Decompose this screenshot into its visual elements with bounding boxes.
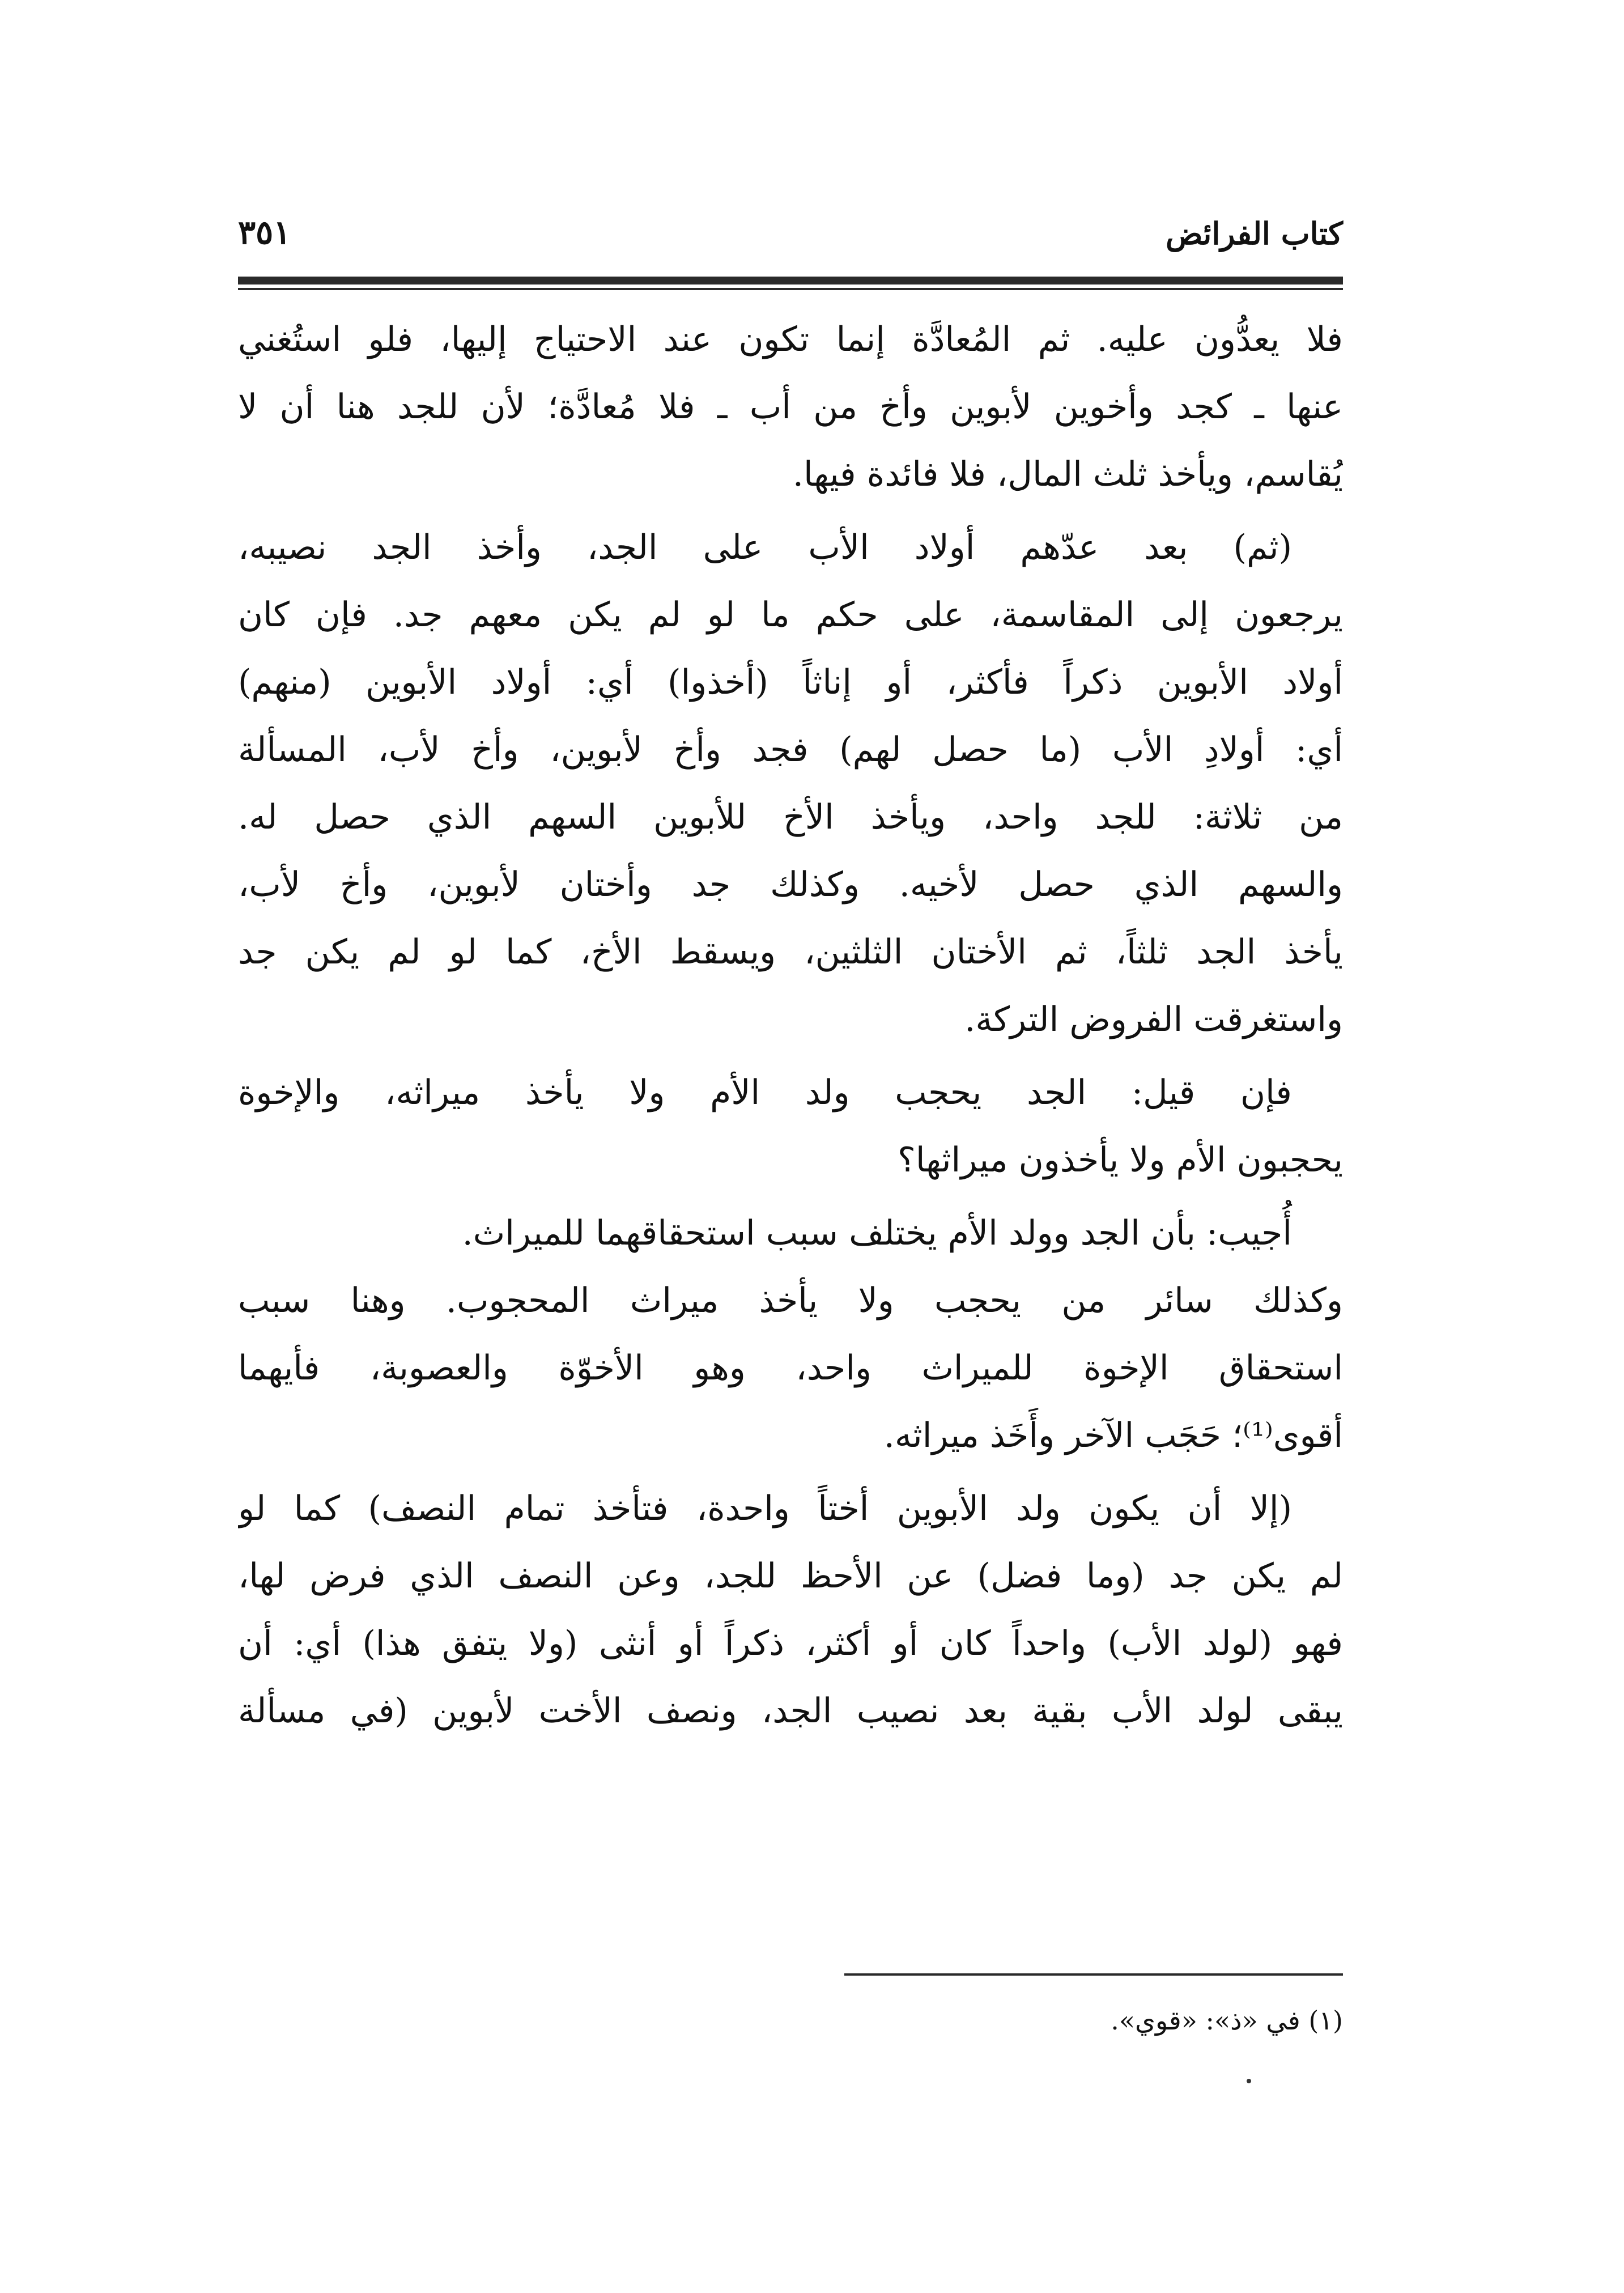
paragraph-2 (238, 514, 1343, 1054)
text-line: (إلا أن يكون ولد الأبوين أختاً واحدة، فتأخذ تمام النصف) كما لو (238, 1489, 1292, 1528)
print-speck (1247, 2079, 1251, 2083)
text-line: يأخذ الجد ثلثاً، ثم الأختان الثلثين، ويسقط الأخ، كما لو لم يكن جد (238, 932, 1343, 972)
text-line: استحقاق الإخوة للميراث واحد، وهو الأخوّة والعصوبة، فأيهما (238, 1348, 1343, 1388)
text-line: فإن قيل: الجد يحجب ولد الأم ولا يأخذ ميراثه، والإخوة (238, 1073, 1292, 1112)
paragraph-4 (238, 1200, 1343, 1470)
text-line: فلا يعدُّون عليه. ثم المُعادَّة إنما تكون عند الاحتياج إليها، فلو استُغني (238, 320, 1343, 359)
page-number: ٣٥١ (238, 213, 291, 252)
paragraph-5 (238, 1475, 1343, 1745)
page-header (238, 210, 1343, 272)
text-line: وكذلك سائر من يحجب ولا يأخذ ميراث المحجوب. وهنا سبب (238, 1281, 1343, 1320)
text-line: واستغرقت الفروض التركة. (964, 1000, 1343, 1039)
header-rule-thin (238, 288, 1343, 290)
text-line: أقوى⁽¹⁾؛ حَجَب الآخر وأَخَذ ميراثه. (883, 1416, 1343, 1455)
text-line: يُقاسم، ويأخذ ثلث المال، فلا فائدة فيها. (792, 455, 1343, 494)
body-text (238, 306, 1343, 1967)
text-line: من ثلاثة: للجد واحد، ويأخذ الأخ للأبوين السهم الذي حصل له. (238, 797, 1343, 837)
text-line: يحجبون الأم ولا يأخذون ميراثها؟ (898, 1140, 1343, 1180)
text-line: لم يكن جد (وما فضل) عن الأحظ للجد، وعن النصف الذي فرض لها، (238, 1556, 1343, 1596)
footnote-rule (844, 1973, 1343, 1976)
text-line: عنها ـ كجد وأخوين لأبوين وأخ من أب ـ فلا مُعادَّة؛ لأن للجد هنا أن لا (238, 387, 1343, 427)
footnote: (١) في «ذ»: «قوي». (1111, 2005, 1343, 2036)
paragraph-1 (238, 306, 1343, 508)
text-line: يبقى لولد الأب بقية بعد نصيب الجد، ونصف الأخت لأبوين (في مسألة (238, 1691, 1343, 1731)
header-rule (238, 277, 1343, 284)
text-line: أي: أولادِ الأب (ما حصل لهم) فجد وأخ لأبوين، وأخ لأب، المسألة (238, 730, 1343, 770)
text-line: (ثم) بعد عدّهم أولاد الأب على الجد، وأخذ الجد نصيبه، (238, 528, 1292, 567)
running-title: كتاب الفرائض (1166, 215, 1343, 252)
text-line: فهو (لولد الأب) واحداً كان أو أكثر، ذكراً أو أنثى (ولا يتفق هذا) أي: أن (238, 1624, 1343, 1663)
text-line: أُجيب: بأن الجد وولد الأم يختلف سبب استحقاقهما للميراث. (462, 1213, 1292, 1253)
paragraph-3 (238, 1059, 1343, 1194)
text-line: والسهم الذي حصل لأخيه. وكذلك جد وأختان لأبوين، وأخ لأب، (238, 865, 1343, 905)
text-line: أولاد الأبوين ذكراً فأكثر، أو إناثاً (أخذوا) أي: أولاد الأبوين (منهم) (238, 663, 1343, 702)
text-line: يرجعون إلى المقاسمة، على حكم ما لو لم يكن معهم جد. فإن كان (238, 595, 1343, 635)
